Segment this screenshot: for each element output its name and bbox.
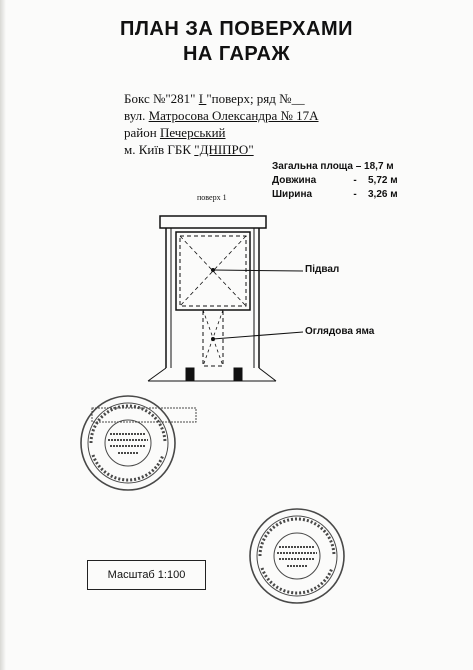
stamp-left-rect bbox=[92, 408, 196, 422]
floor-label: поверх 1 bbox=[197, 193, 227, 202]
stamp-left-middle-ring bbox=[88, 403, 168, 483]
cellar-label: Підвал bbox=[305, 264, 340, 275]
width-dash: - bbox=[353, 189, 357, 200]
district-value: Печерський bbox=[159, 125, 226, 140]
row-blank: __ bbox=[291, 91, 305, 106]
length-dash: - bbox=[353, 175, 357, 186]
pit-leader-dot bbox=[212, 338, 215, 341]
length-label: Довжина bbox=[272, 175, 317, 186]
street-prefix: вул. bbox=[124, 108, 149, 123]
stamp-right-text-arc bbox=[260, 519, 334, 556]
floor-suffix: "поверх; ряд № bbox=[206, 91, 292, 106]
left-gate-post bbox=[186, 368, 194, 381]
garage-walls bbox=[148, 216, 276, 381]
right-front-wall bbox=[259, 368, 276, 381]
cellar-leader-dot bbox=[212, 269, 215, 272]
stamp-right-outer-ring bbox=[250, 509, 344, 603]
city-value: "ДНІПРО" bbox=[194, 142, 254, 157]
scale-label: Масштаб 1:100 bbox=[107, 569, 186, 581]
stamp-right bbox=[250, 509, 344, 603]
stamp-right-middle-ring bbox=[257, 516, 337, 596]
stamp-left-outer-ring bbox=[81, 396, 175, 490]
title-line-2: НА ГАРАЖ bbox=[182, 43, 291, 65]
stamp-left bbox=[81, 396, 196, 490]
width-value: 3,26 м bbox=[368, 189, 398, 200]
top-wall bbox=[160, 216, 266, 228]
city-prefix: м. Київ ГБК bbox=[124, 142, 195, 157]
stamp-right-text-arc-2 bbox=[262, 568, 332, 593]
title-line-1: ПЛАН ЗА ПОВЕРХАМИ bbox=[120, 18, 353, 40]
stamp-left-text-arc bbox=[91, 406, 165, 443]
box-prefix: Бокс №"281" bbox=[124, 91, 199, 106]
width-label: Ширина bbox=[272, 189, 313, 200]
leader-lines bbox=[212, 269, 304, 341]
district-prefix: район bbox=[124, 125, 160, 140]
scale-box bbox=[87, 560, 206, 590]
inspection-pit-label: Оглядова яма bbox=[305, 326, 375, 337]
cellar-leader bbox=[213, 270, 303, 271]
stamp-right-inner-ring bbox=[274, 533, 320, 579]
right-gate-post bbox=[234, 368, 242, 381]
floor-value: I bbox=[198, 91, 207, 106]
pit-leader bbox=[213, 332, 303, 339]
stamp-left-inner-ring bbox=[105, 420, 151, 466]
street-value: Матросова Олександра № 17А bbox=[148, 108, 319, 123]
total-area: Загальна площа – 18,7 м bbox=[272, 161, 394, 172]
left-front-wall bbox=[148, 368, 166, 381]
length-value: 5,72 м bbox=[368, 175, 398, 186]
stamp-left-text-arc-2 bbox=[93, 455, 163, 480]
